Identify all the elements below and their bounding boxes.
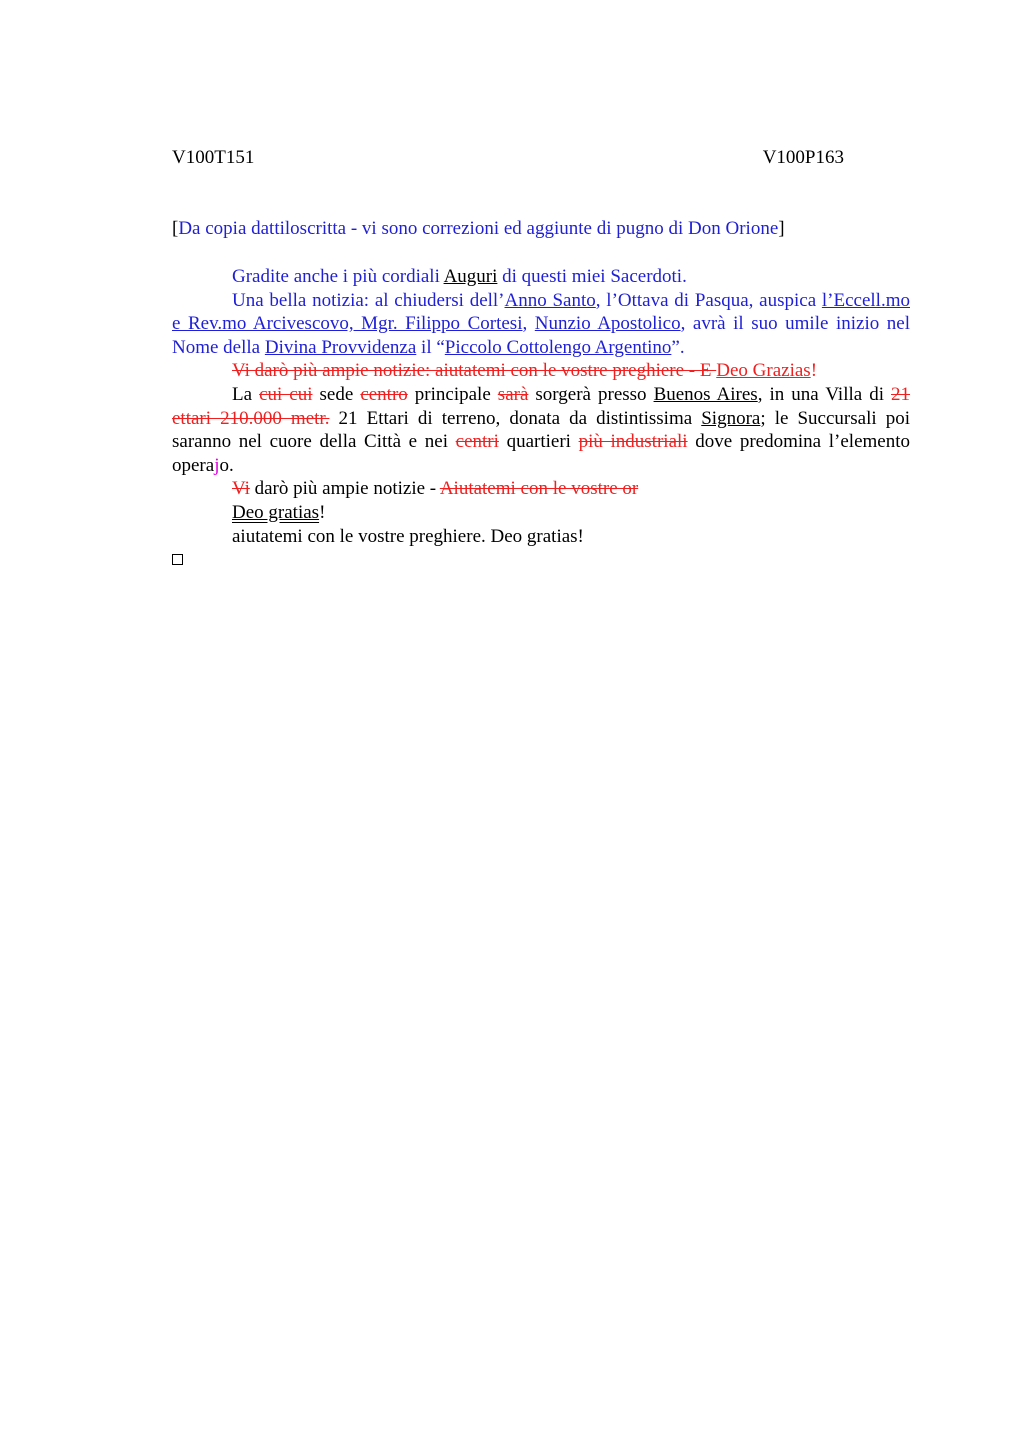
- header-left-code: V100T151: [172, 147, 255, 168]
- text-span: 21 Ettari di terreno, donata da distintissima: [329, 407, 702, 429]
- underlined-word: l’Eccell.mo e Rev.mo Arcivescovo, Mgr. Filippo Cortesi: [172, 289, 910, 335]
- text-span: , avrà il suo umile inizio nel Nome della: [172, 313, 910, 358]
- editorial-note: [172, 217, 785, 241]
- paragraph-deo-gratias: [172, 501, 910, 525]
- text-span: principale: [407, 383, 498, 405]
- note-open-bracket: [: [172, 218, 179, 239]
- text-span: di questi miei Sacerdoti.: [497, 266, 687, 287]
- underlined-word: Buenos Aires: [653, 383, 758, 405]
- text-span: darò più ampie notizie -: [249, 478, 440, 500]
- text-span: o.: [219, 454, 234, 476]
- letter-body: [172, 265, 910, 548]
- underlined-word: Anno Santo: [504, 289, 596, 311]
- struck-text: Vi: [232, 478, 250, 500]
- struck-text: più industriali: [578, 431, 688, 453]
- paragraph-greetings: [172, 265, 910, 289]
- underlined-word: Deo Grazias: [716, 360, 811, 382]
- paragraph-news: [172, 289, 910, 360]
- note-close-bracket: ]: [778, 218, 785, 239]
- inserted-letter: j: [214, 454, 220, 476]
- paragraph-more-news: [172, 477, 910, 501]
- struck-text: Aiutatemi con le vostre or: [439, 478, 639, 500]
- paragraph-deleted-notice: [172, 359, 910, 383]
- struck-text: Vi darò più ampie notizie: aiutatemi con le vostre preghiere - E: [232, 360, 717, 382]
- struck-text: centri: [455, 431, 499, 453]
- text-span: ; le Succursali poi saranno nel cuore della Città e nei: [172, 407, 910, 453]
- text-span: il “: [416, 336, 445, 358]
- text-span: sede: [312, 383, 361, 405]
- struck-text: centro: [360, 383, 408, 405]
- text-span: ”.: [671, 336, 685, 358]
- header-right-code: V100P163: [762, 147, 844, 168]
- text-span: , in una Villa di: [757, 383, 892, 405]
- paragraph-location: [172, 383, 910, 477]
- text-span: quartieri: [498, 431, 579, 453]
- struck-text: sarà: [497, 383, 529, 405]
- page-header: [172, 146, 844, 170]
- text-span: Una bella notizia: al chiudersi dell’: [232, 289, 505, 311]
- text-span: Gradite anche i più cordiali: [232, 266, 444, 287]
- underlined-word: Nunzio Apostolico: [534, 313, 681, 335]
- end-box-icon: [172, 554, 183, 565]
- struck-text: 21 ettari 210.000 metr.: [172, 383, 911, 429]
- text-span: !: [319, 501, 326, 523]
- text-span: dove predomina l’elemento opera: [172, 431, 911, 476]
- double-underlined-word: Deo gratias: [232, 501, 320, 523]
- text-span: La: [232, 383, 260, 405]
- text-span: ,: [522, 313, 535, 335]
- underlined-word: Signora: [701, 407, 761, 429]
- text-span: , l’Ottava di Pasqua, auspica: [595, 289, 822, 311]
- struck-text: cui cui: [259, 383, 313, 405]
- text-span: aiutatemi con le vostre preghiere. Deo gratias!: [232, 525, 584, 547]
- underlined-word: Auguri: [443, 266, 498, 287]
- text-span: !: [810, 360, 818, 382]
- note-text: Da copia dattiloscritta - vi sono correzioni ed aggiunte di pugno di Don Orione: [178, 218, 779, 239]
- paragraph-closing: [172, 525, 910, 549]
- text-span: sorgerà presso: [528, 383, 654, 405]
- underlined-word: Divina Provvidenza: [264, 336, 417, 358]
- underlined-word: Piccolo Cottolengo Argentino: [444, 336, 672, 358]
